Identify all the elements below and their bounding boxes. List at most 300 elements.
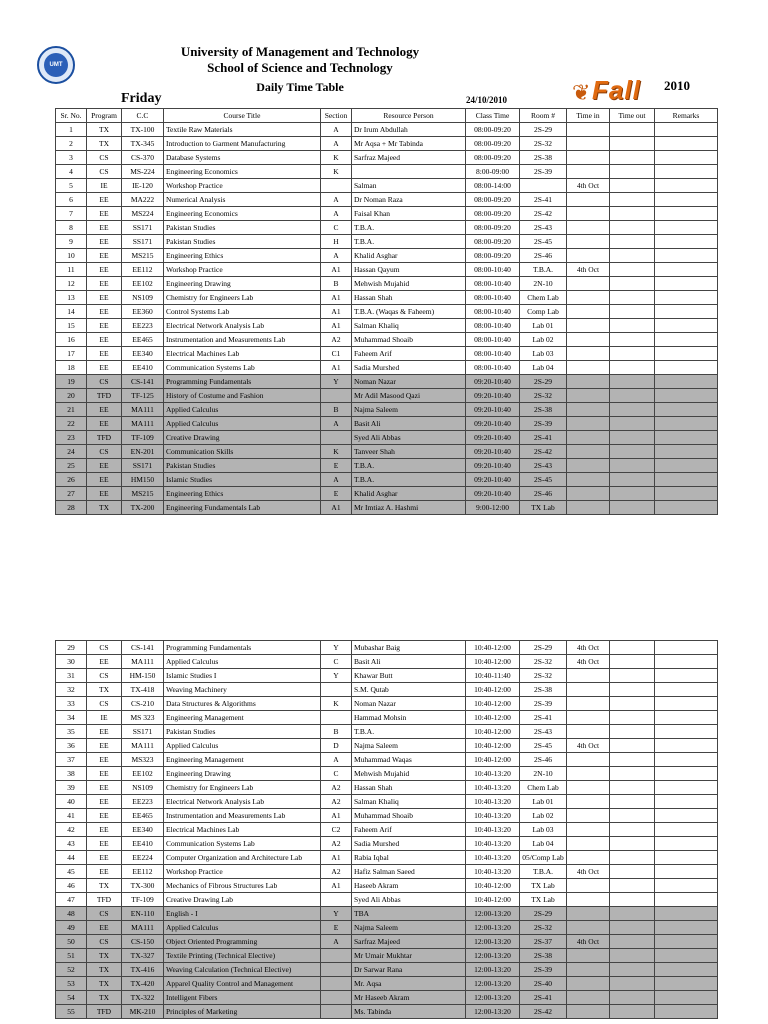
cell-resource-person: Noman Nazar xyxy=(352,375,466,389)
cell-remarks xyxy=(655,767,718,781)
cell-course-title: Applied Calculus xyxy=(164,403,321,417)
cell-class-time: 10:40-13:20 xyxy=(466,781,520,795)
cell-room: 2N-10 xyxy=(520,767,567,781)
cell-time-in: 4th Oct xyxy=(567,179,610,193)
cell-program: EE xyxy=(87,865,122,879)
table-row xyxy=(56,683,718,697)
cell-section: Y xyxy=(321,907,352,921)
university-name: University of Management and Technology xyxy=(180,44,420,59)
cell-class-time: 08:00-10:40 xyxy=(466,319,520,333)
cell-room: Lab 02 xyxy=(520,809,567,823)
cell-class-time: 10:40-13:20 xyxy=(466,865,520,879)
cell-program: CS xyxy=(87,445,122,459)
cell-remarks xyxy=(655,417,718,431)
cell-course-code: EE340 xyxy=(122,823,164,837)
cell-sr-no: 30 xyxy=(56,655,87,669)
table-row xyxy=(56,907,718,921)
cell-time-in xyxy=(567,921,610,935)
cell-class-time: 12:00-13:20 xyxy=(466,907,520,921)
cell-sr-no: 21 xyxy=(56,403,87,417)
cell-class-time: 08:00-10:40 xyxy=(466,361,520,375)
cell-time-in xyxy=(567,221,610,235)
cell-section: B xyxy=(321,403,352,417)
cell-time-out xyxy=(610,753,655,767)
cell-remarks xyxy=(655,263,718,277)
cell-program: TFD xyxy=(87,389,122,403)
table-row xyxy=(56,697,718,711)
cell-section xyxy=(321,711,352,725)
cell-sr-no: 46 xyxy=(56,879,87,893)
cell-course-title: Pakistan Studies xyxy=(164,459,321,473)
cell-class-time: 09:20-10:40 xyxy=(466,487,520,501)
cell-time-in: 4th Oct xyxy=(567,641,610,655)
cell-remarks xyxy=(655,193,718,207)
cell-time-out xyxy=(610,207,655,221)
cell-program: EE xyxy=(87,781,122,795)
table-row xyxy=(56,795,718,809)
cell-course-title: Chemistry for Engineers Lab xyxy=(164,781,321,795)
cell-course-title: Applied Calculus xyxy=(164,921,321,935)
cell-resource-person: T.B.A. xyxy=(352,221,466,235)
cell-room: 2S-46 xyxy=(520,487,567,501)
cell-sr-no: 15 xyxy=(56,319,87,333)
cell-sr-no: 23 xyxy=(56,431,87,445)
cell-section: C1 xyxy=(321,347,352,361)
cell-section: A2 xyxy=(321,795,352,809)
cell-program: CS xyxy=(87,907,122,921)
cell-resource-person: S.M. Qutab xyxy=(352,683,466,697)
cell-resource-person: Mr Imtiaz A. Hashmi xyxy=(352,501,466,515)
cell-class-time: 08:00-10:40 xyxy=(466,277,520,291)
cell-time-out xyxy=(610,417,655,431)
cell-room: 2S-45 xyxy=(520,235,567,249)
cell-section: K xyxy=(321,445,352,459)
cell-course-title: Creative Drawing xyxy=(164,431,321,445)
cell-time-in xyxy=(567,305,610,319)
cell-section: C xyxy=(321,767,352,781)
cell-course-code: MA111 xyxy=(122,403,164,417)
cell-course-title: Instrumentation and Measurements Lab xyxy=(164,809,321,823)
table-row xyxy=(56,319,718,333)
cell-room: Comp Lab xyxy=(520,305,567,319)
cell-room: Lab 03 xyxy=(520,823,567,837)
cell-remarks xyxy=(655,669,718,683)
cell-program: EE xyxy=(87,473,122,487)
cell-time-in: 4th Oct xyxy=(567,263,610,277)
cell-program: EE xyxy=(87,795,122,809)
cell-sr-no: 55 xyxy=(56,1005,87,1019)
cell-room: 2N-10 xyxy=(520,277,567,291)
cell-course-code: EE410 xyxy=(122,837,164,851)
cell-course-code: SS171 xyxy=(122,221,164,235)
cell-course-title: Weaving Calculation (Technical Elective) xyxy=(164,963,321,977)
cell-resource-person: Najma Saleem xyxy=(352,739,466,753)
table-row xyxy=(56,179,718,193)
table-row xyxy=(56,837,718,851)
date-label: 24/10/2010 xyxy=(466,95,508,105)
table-body xyxy=(56,641,718,1019)
table-row xyxy=(56,431,718,445)
cell-time-out xyxy=(610,683,655,697)
cell-sr-no: 50 xyxy=(56,935,87,949)
cell-time-in xyxy=(567,823,610,837)
cell-room: 2S-39 xyxy=(520,697,567,711)
cell-time-out xyxy=(610,263,655,277)
cell-time-in xyxy=(567,333,610,347)
cell-resource-person: Rabia Iqbal xyxy=(352,851,466,865)
cell-course-code: IE-120 xyxy=(122,179,164,193)
cell-class-time: 08:00-09:20 xyxy=(466,137,520,151)
cell-time-in xyxy=(567,907,610,921)
cell-time-in xyxy=(567,389,610,403)
cell-room: 2S-32 xyxy=(520,921,567,935)
cell-class-time: 09:20-10:40 xyxy=(466,473,520,487)
cell-remarks xyxy=(655,977,718,991)
cell-course-code: MA222 xyxy=(122,193,164,207)
cell-sr-no: 28 xyxy=(56,501,87,515)
cell-time-in xyxy=(567,697,610,711)
cell-course-title: Engineering Management xyxy=(164,753,321,767)
cell-room: 2S-37 xyxy=(520,935,567,949)
cell-resource-person: Tanveer Shah xyxy=(352,445,466,459)
cell-class-time: 10:40-13:20 xyxy=(466,823,520,837)
cell-program: EE xyxy=(87,767,122,781)
cell-time-in xyxy=(567,949,610,963)
cell-remarks xyxy=(655,319,718,333)
cell-sr-no: 44 xyxy=(56,851,87,865)
table-row xyxy=(56,333,718,347)
table-body xyxy=(56,123,718,515)
cell-time-out xyxy=(610,403,655,417)
cell-program: EE xyxy=(87,193,122,207)
cell-class-time: 08:00-10:40 xyxy=(466,263,520,277)
fall-season-logo xyxy=(572,74,667,108)
cell-sr-no: 25 xyxy=(56,459,87,473)
cell-class-time: 10:40-13:20 xyxy=(466,837,520,851)
column-header-program: Program xyxy=(87,109,122,123)
cell-program: EE xyxy=(87,403,122,417)
cell-time-in: 4th Oct xyxy=(567,655,610,669)
cell-time-out xyxy=(610,935,655,949)
cell-section: Y xyxy=(321,641,352,655)
cell-time-in xyxy=(567,361,610,375)
cell-room: 2S-46 xyxy=(520,753,567,767)
cell-resource-person: Muhammad Shoaib xyxy=(352,333,466,347)
cell-class-time: 12:00-13:20 xyxy=(466,991,520,1005)
cell-course-title: Electrical Network Analysis Lab xyxy=(164,319,321,333)
cell-remarks xyxy=(655,893,718,907)
cell-resource-person: Mr. Aqsa xyxy=(352,977,466,991)
cell-section: Y xyxy=(321,375,352,389)
cell-class-time: 08:00-10:40 xyxy=(466,305,520,319)
cell-section: A2 xyxy=(321,837,352,851)
day-label: Friday xyxy=(121,91,162,106)
cell-time-in xyxy=(567,417,610,431)
cell-resource-person: Muhammad Waqas xyxy=(352,753,466,767)
cell-resource-person: Mehwish Mujahid xyxy=(352,277,466,291)
cell-resource-person: Mr Haseeb Akram xyxy=(352,991,466,1005)
cell-course-code: TF-109 xyxy=(122,431,164,445)
column-header-section: Section xyxy=(321,109,352,123)
cell-time-in xyxy=(567,893,610,907)
table-row xyxy=(56,949,718,963)
cell-remarks xyxy=(655,753,718,767)
cell-room: T.B.A. xyxy=(520,263,567,277)
cell-resource-person: Syed Ali Abbas xyxy=(352,893,466,907)
cell-course-title: Instrumentation and Measurements Lab xyxy=(164,333,321,347)
cell-section: A1 xyxy=(321,319,352,333)
table-row xyxy=(56,921,718,935)
cell-sr-no: 37 xyxy=(56,753,87,767)
cell-remarks xyxy=(655,739,718,753)
column-header-class-time: Class Time xyxy=(466,109,520,123)
cell-class-time: 10:40-12:00 xyxy=(466,879,520,893)
cell-resource-person: T.B.A. xyxy=(352,235,466,249)
cell-course-title: Creative Drawing Lab xyxy=(164,893,321,907)
cell-course-code: EE102 xyxy=(122,767,164,781)
cell-sr-no: 14 xyxy=(56,305,87,319)
table-row xyxy=(56,263,718,277)
cell-course-code: EE410 xyxy=(122,361,164,375)
cell-course-code: TX-327 xyxy=(122,949,164,963)
cell-remarks xyxy=(655,291,718,305)
cell-remarks xyxy=(655,921,718,935)
cell-time-out xyxy=(610,809,655,823)
cell-course-code: EE102 xyxy=(122,277,164,291)
cell-room: Lab 01 xyxy=(520,795,567,809)
cell-time-out xyxy=(610,277,655,291)
cell-section: A2 xyxy=(321,865,352,879)
cell-resource-person xyxy=(352,165,466,179)
cell-section xyxy=(321,683,352,697)
table-row xyxy=(56,753,718,767)
cell-resource-person: Hassan Shah xyxy=(352,291,466,305)
cell-course-title: Pakistan Studies xyxy=(164,725,321,739)
cell-time-out xyxy=(610,151,655,165)
cell-remarks xyxy=(655,823,718,837)
cell-resource-person: T.B.A. xyxy=(352,725,466,739)
cell-room: 2S-38 xyxy=(520,949,567,963)
cell-sr-no: 45 xyxy=(56,865,87,879)
cell-class-time: 09:20-10:40 xyxy=(466,431,520,445)
cell-course-title: Islamic Studies xyxy=(164,473,321,487)
cell-class-time: 08:00-09:20 xyxy=(466,249,520,263)
cell-program: TX xyxy=(87,977,122,991)
cell-program: EE xyxy=(87,823,122,837)
cell-course-title: Communication Skills xyxy=(164,445,321,459)
cell-remarks xyxy=(655,123,718,137)
cell-class-time: 10:40-12:00 xyxy=(466,683,520,697)
cell-resource-person: Hassan Qayum xyxy=(352,263,466,277)
cell-remarks xyxy=(655,641,718,655)
cell-course-code: MA111 xyxy=(122,655,164,669)
cell-remarks xyxy=(655,361,718,375)
cell-remarks xyxy=(655,375,718,389)
cell-room: 2S-43 xyxy=(520,459,567,473)
cell-class-time: 08:00-14:00 xyxy=(466,179,520,193)
table-row xyxy=(56,249,718,263)
cell-course-title: Chemistry for Engineers Lab xyxy=(164,291,321,305)
cell-room xyxy=(520,179,567,193)
cell-remarks xyxy=(655,725,718,739)
cell-course-code: TF-125 xyxy=(122,389,164,403)
cell-course-code: TX-420 xyxy=(122,977,164,991)
table-row xyxy=(56,347,718,361)
cell-remarks xyxy=(655,473,718,487)
cell-remarks xyxy=(655,347,718,361)
cell-sr-no: 29 xyxy=(56,641,87,655)
table-row xyxy=(56,893,718,907)
cell-remarks xyxy=(655,151,718,165)
cell-course-code: MS224 xyxy=(122,207,164,221)
cell-program: EE xyxy=(87,837,122,851)
table-row xyxy=(56,935,718,949)
cell-course-code: EE112 xyxy=(122,865,164,879)
cell-room: 05/Comp Lab xyxy=(520,851,567,865)
cell-section: C xyxy=(321,221,352,235)
cell-program: EE xyxy=(87,921,122,935)
cell-remarks xyxy=(655,935,718,949)
cell-room: TX Lab xyxy=(520,879,567,893)
cell-class-time: 10:40-12:00 xyxy=(466,711,520,725)
cell-time-out xyxy=(610,851,655,865)
cell-remarks xyxy=(655,781,718,795)
cell-course-code: HM-150 xyxy=(122,669,164,683)
cell-class-time: 12:00-13:20 xyxy=(466,921,520,935)
cell-time-in xyxy=(567,725,610,739)
cell-course-title: Engineering Drawing xyxy=(164,277,321,291)
cell-program: CS xyxy=(87,151,122,165)
table-row xyxy=(56,389,718,403)
cell-remarks xyxy=(655,991,718,1005)
cell-sr-no: 31 xyxy=(56,669,87,683)
cell-course-code: MS323 xyxy=(122,753,164,767)
cell-program: TX xyxy=(87,949,122,963)
cell-course-title: Islamic Studies I xyxy=(164,669,321,683)
cell-program: EE xyxy=(87,487,122,501)
cell-section: K xyxy=(321,165,352,179)
cell-time-in xyxy=(567,487,610,501)
cell-course-code: MS-224 xyxy=(122,165,164,179)
cell-room: 2S-32 xyxy=(520,655,567,669)
cell-section: K xyxy=(321,697,352,711)
cell-time-in xyxy=(567,291,610,305)
cell-class-time: 08:00-09:20 xyxy=(466,193,520,207)
cell-program: TX xyxy=(87,683,122,697)
table-row xyxy=(56,809,718,823)
cell-section: E xyxy=(321,487,352,501)
cell-section xyxy=(321,1005,352,1019)
cell-class-time: 10:40-11:40 xyxy=(466,669,520,683)
cell-course-title: Mechanics of Fibrous Structures Lab xyxy=(164,879,321,893)
cell-course-title: Intelligent Fibers xyxy=(164,991,321,1005)
cell-time-out xyxy=(610,249,655,263)
cell-room: 2S-42 xyxy=(520,1005,567,1019)
cell-time-in xyxy=(567,277,610,291)
cell-program: CS xyxy=(87,165,122,179)
cell-course-title: Programming Fundamentals xyxy=(164,375,321,389)
column-header-sr-no: Sr. No. xyxy=(56,109,87,123)
cell-section xyxy=(321,977,352,991)
cell-sr-no: 35 xyxy=(56,725,87,739)
cell-program: IE xyxy=(87,711,122,725)
cell-time-out xyxy=(610,655,655,669)
cell-room: 2S-42 xyxy=(520,207,567,221)
cell-time-out xyxy=(610,501,655,515)
cell-course-title: Pakistan Studies xyxy=(164,221,321,235)
cell-resource-person: Khalid Asghar xyxy=(352,249,466,263)
cell-course-title: Applied Calculus xyxy=(164,655,321,669)
cell-time-in xyxy=(567,347,610,361)
cell-remarks xyxy=(655,179,718,193)
cell-remarks xyxy=(655,459,718,473)
cell-course-code: CS-141 xyxy=(122,375,164,389)
cell-class-time: 10:40-12:00 xyxy=(466,655,520,669)
cell-program: TFD xyxy=(87,893,122,907)
school-name: School of Science and Technology xyxy=(207,60,393,75)
cell-program: CS xyxy=(87,669,122,683)
cell-resource-person: Faheem Arif xyxy=(352,347,466,361)
cell-sr-no: 19 xyxy=(56,375,87,389)
table-row xyxy=(56,151,718,165)
cell-time-out xyxy=(610,697,655,711)
cell-time-in xyxy=(567,459,610,473)
cell-room: 2S-29 xyxy=(520,375,567,389)
table-header-row xyxy=(56,109,718,123)
cell-room: 2S-32 xyxy=(520,669,567,683)
cell-room: 2S-45 xyxy=(520,473,567,487)
cell-course-title: Electrical Machines Lab xyxy=(164,823,321,837)
cell-sr-no: 40 xyxy=(56,795,87,809)
cell-section: A2 xyxy=(321,781,352,795)
cell-time-out xyxy=(610,893,655,907)
cell-program: TFD xyxy=(87,1005,122,1019)
cell-time-out xyxy=(610,375,655,389)
cell-class-time: 08:00-09:20 xyxy=(466,235,520,249)
cell-section: E xyxy=(321,459,352,473)
cell-time-out xyxy=(610,949,655,963)
cell-class-time: 10:40-13:20 xyxy=(466,795,520,809)
cell-program: EE xyxy=(87,655,122,669)
cell-remarks xyxy=(655,221,718,235)
cell-course-title: Workshop Practice xyxy=(164,263,321,277)
cell-program: EE xyxy=(87,753,122,767)
cell-time-out xyxy=(610,445,655,459)
leaf-icon: ❦ xyxy=(572,80,591,105)
cell-class-time: 09:20-10:40 xyxy=(466,417,520,431)
cell-time-in xyxy=(567,193,610,207)
cell-class-time: 12:00-13:20 xyxy=(466,935,520,949)
cell-section: A2 xyxy=(321,333,352,347)
cell-remarks xyxy=(655,431,718,445)
cell-course-code: CS-141 xyxy=(122,641,164,655)
cell-room: 2S-43 xyxy=(520,725,567,739)
cell-course-title: Electrical Machines Lab xyxy=(164,347,321,361)
cell-resource-person: Khalid Asghar xyxy=(352,487,466,501)
cell-program: EE xyxy=(87,417,122,431)
table-row xyxy=(56,781,718,795)
cell-section: A xyxy=(321,249,352,263)
fall-wordmark: Fall xyxy=(592,75,641,105)
column-header-course-code: C.C xyxy=(122,109,164,123)
cell-section: A1 xyxy=(321,263,352,277)
cell-course-title: Applied Calculus xyxy=(164,739,321,753)
cell-time-in xyxy=(567,123,610,137)
cell-program: EE xyxy=(87,235,122,249)
cell-class-time: 10:40-12:00 xyxy=(466,697,520,711)
cell-time-in xyxy=(567,151,610,165)
cell-sr-no: 5 xyxy=(56,179,87,193)
